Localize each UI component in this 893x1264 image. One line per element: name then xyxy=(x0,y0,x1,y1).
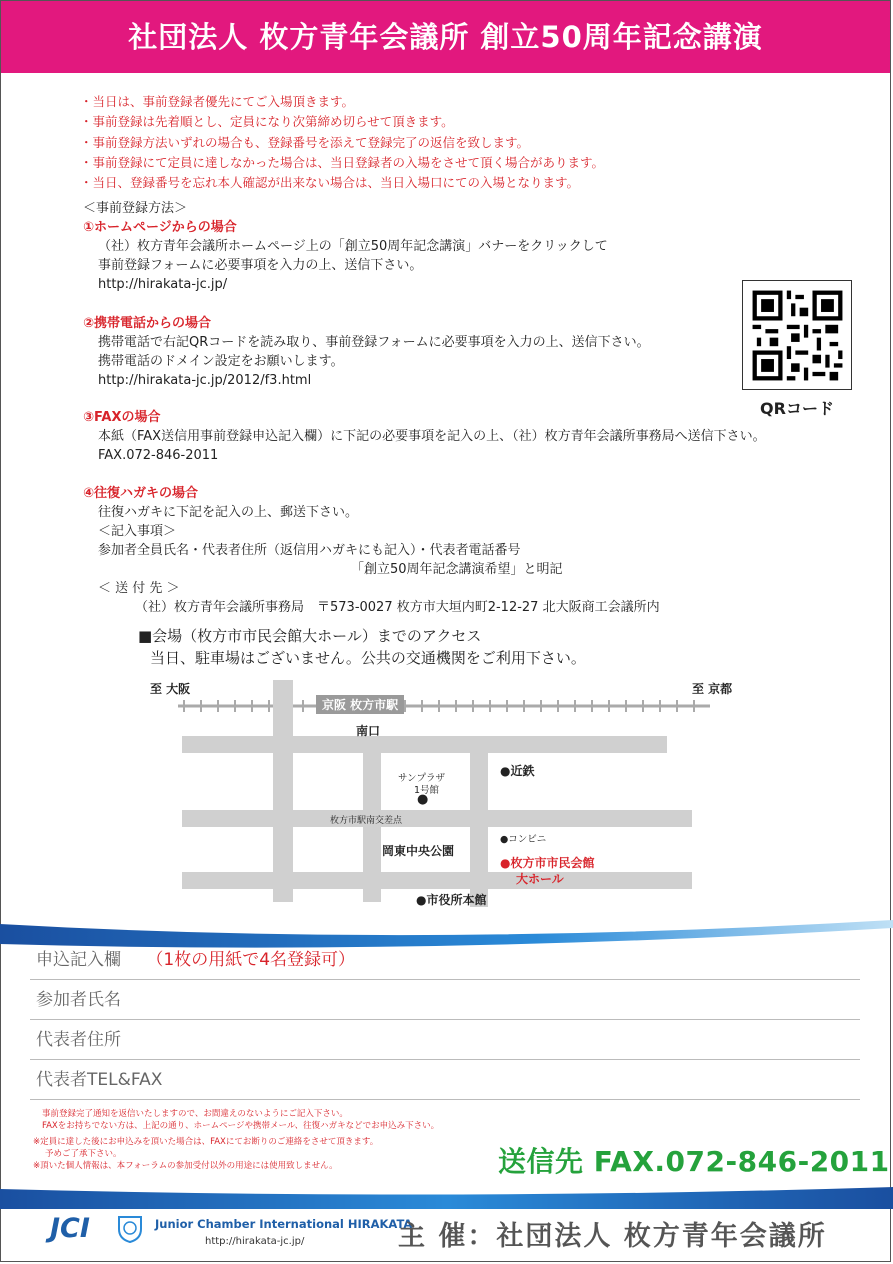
road xyxy=(182,736,667,753)
road xyxy=(273,680,293,902)
section-line: FAX.072-846-2011 xyxy=(98,448,219,463)
section-num: ② xyxy=(83,316,95,331)
notice-list xyxy=(80,92,604,193)
intersection-label: 枚方市駅南交差点 xyxy=(330,816,403,826)
park-label: 岡東中央公園 xyxy=(382,844,455,858)
jci-url[interactable]: http://hirakata-jc.jp/ xyxy=(205,1236,305,1247)
fine-print xyxy=(42,1108,439,1132)
section-num: ① xyxy=(83,220,95,235)
kyoto-label: 至 京都 xyxy=(692,682,733,696)
cityhall-label: ●市役所本館 xyxy=(416,893,487,907)
form-title-row xyxy=(30,940,860,980)
venue-label: 大ホール xyxy=(516,872,564,886)
road xyxy=(182,872,692,889)
fine-line: ※定員に達した後にお申込みを頂いた場合は、FAXにてお断りのご連絡をさせて頂きます。 xyxy=(33,1137,379,1147)
qr-code-icon xyxy=(744,282,851,389)
blue-swoosh-bottom xyxy=(0,1187,893,1209)
fine-line: FAXをお持ちでない方は、上記の通り、ホームページや携帯メール、往復ハガキなどでお申込み下さい。 xyxy=(42,1121,440,1131)
section-line: 事前登録フォームに必要事項を入力の上、送信下さい。 xyxy=(98,258,423,273)
qr-code xyxy=(742,280,852,390)
jci-logo: JCI xyxy=(50,1213,90,1244)
address-label: 代表者住所 xyxy=(36,1030,121,1050)
page-title: 社団法人 枚方青年会議所 創立50周年記念講演 xyxy=(1,1,890,73)
tel-fax-field[interactable] xyxy=(30,1060,860,1100)
method-homepage xyxy=(83,218,608,294)
method-heading: ＜事前登録方法＞ xyxy=(83,201,188,216)
jci-name: Junior Chamber International HIRAKATA xyxy=(155,1217,413,1231)
participant-name-field[interactable] xyxy=(30,980,860,1020)
sunplaza-marker: ● xyxy=(417,792,429,807)
fine-line: 事前登録完了通知を返信いたしますので、お間違えのないようにご記入下さい。 xyxy=(42,1109,348,1119)
section-line: ＜ 送 付 先 ＞ xyxy=(98,581,180,596)
section-line: 往復ハガキに下記を記入の上、郵送下さい。 xyxy=(98,505,359,520)
address-field[interactable] xyxy=(30,1020,860,1060)
fax-destination: 送信先 FAX.072-846-2011 xyxy=(498,1145,890,1178)
homepage-link[interactable]: http://hirakata-jc.jp/ xyxy=(98,277,228,292)
access-map xyxy=(150,672,733,917)
method-fax xyxy=(83,408,766,465)
venue-label: ●枚方市市民会館 xyxy=(500,856,595,870)
method-mobile xyxy=(83,314,650,390)
participant-name-label: 参加者氏名 xyxy=(36,990,121,1010)
section-num: ③ xyxy=(83,410,95,425)
section-line: ＜記入事項＞ xyxy=(98,524,177,539)
section-title: 往復ハガキの場合 xyxy=(94,486,199,501)
section-title: FAXの場合 xyxy=(94,410,161,425)
section-title: 携帯電話からの場合 xyxy=(94,316,212,331)
fine-print xyxy=(33,1136,378,1172)
access-title: ■会場（枚方市市民会館大ホール）までのアクセス xyxy=(138,627,482,645)
section-num: ④ xyxy=(83,486,95,501)
tel-fax-label: 代表者TEL&FAX xyxy=(36,1070,163,1090)
section-line: 「創立50周年記念講演希望」と明記 xyxy=(351,562,563,577)
access-note: 当日、駐車場はございません。公共の交通機関をご利用下さい。 xyxy=(150,649,586,667)
mobile-link[interactable]: http://hirakata-jc.jp/2012/f3.html xyxy=(98,373,312,388)
fine-line: ※頂いた個人情報は、本フォーラムの参加受付以外の用途には使用致しません。 xyxy=(33,1161,338,1171)
section-line: 参加者全員氏名・代表者住所（返信用ハガキにも記入）・代表者電話番号 xyxy=(98,543,521,558)
form-title: 申込記入欄 xyxy=(36,950,121,970)
access-info xyxy=(138,625,586,669)
qr-label: QRコード xyxy=(760,399,834,418)
section-line: 携帯電話のドメイン設定をお願いします。 xyxy=(98,354,344,369)
road xyxy=(182,810,692,827)
sponsor-text: 主 催：社団法人 枚方青年会議所 xyxy=(398,1221,827,1252)
jci-emblem-icon xyxy=(115,1214,145,1244)
section-line: 携帯電話で右記QRコードを読み取り、事前登録フォームに必要事項を入力の上、送信下さい。 xyxy=(98,335,650,350)
method-postcard xyxy=(83,484,660,617)
section-line: 本紙（FAX送信用事前登録申込記入欄）に下記の必要事項を記入の上、（社）枚方青年会議所事務局へ送信下さい。 xyxy=(98,429,766,444)
notice-item: ・ 当日は、事前登録者優先にてご入場頂きます。 xyxy=(80,92,604,112)
fine-line: 予めご了承下さい。 xyxy=(45,1149,122,1159)
konbini-label: ●コンビニ xyxy=(500,834,547,845)
sunplaza-label: 1号館 xyxy=(414,785,440,796)
notice-item: ・ 事前登録にて定員に達しなかった場合は、当日登録者の入場をさせて頂く場合があります。 xyxy=(80,153,604,173)
sunplaza-label: サンプラザ xyxy=(398,773,446,784)
section-line: （社）枚方青年会議所ホームページ上の「創立50周年記念講演」バナーをクリックして xyxy=(98,239,608,254)
kintetsu-label: ●近鉄 xyxy=(500,764,535,778)
notice-item: ・ 事前登録方法いずれの場合も、登録番号を添えて登録完了の返信を致します。 xyxy=(80,133,604,153)
osaka-label: 至 大阪 xyxy=(150,682,191,696)
form-title-note: （1枚の用紙で4名登録可） xyxy=(146,950,356,970)
south-exit-label: 南口 xyxy=(356,724,381,738)
station-label: 京阪 枚方市駅 xyxy=(316,695,404,714)
notice-item: ・ 当日、登録番号を忘れ本人確認が出来ない場合は、当日入場口にての入場となります。 xyxy=(80,173,604,193)
section-title: ホームページからの場合 xyxy=(94,220,237,235)
notice-item: ・ 事前登録は先着順とし、定員になり次第締め切らせて頂きます。 xyxy=(80,112,604,132)
section-line: （社）枚方青年会議所事務局 〒573-0027 枚方市大垣内町2-12-27 北大阪商工会議所内 xyxy=(135,600,660,615)
